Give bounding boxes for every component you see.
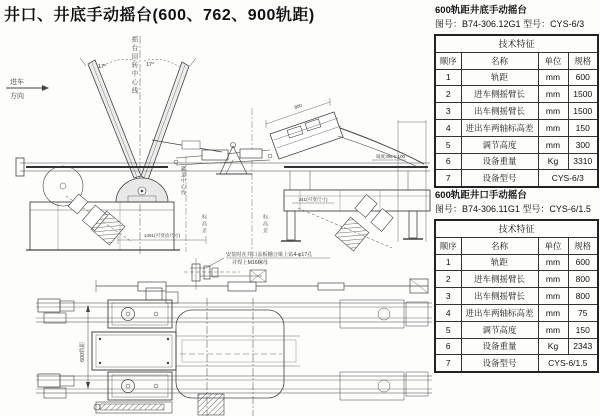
install-note-line1: 安装时在井口盖板棚合梁上钻4-φ17孔: [226, 252, 313, 258]
table-cell: 1500: [568, 86, 598, 103]
slope-label: 坡度3‰ 1:100: [376, 154, 406, 159]
table-row: [435, 69, 598, 86]
drawing-number: 图号：B74-306.12G1: [435, 19, 521, 29]
install-note-line2: 并焊上M16螺母: [232, 260, 269, 266]
table-cell: 150: [568, 321, 598, 338]
table-cell: 轨距: [461, 69, 538, 86]
elevation-view: [6, 36, 430, 258]
plan-view: [36, 250, 432, 416]
table-cell: mm: [538, 136, 568, 153]
table-row: [435, 86, 598, 103]
direction-label: 方向: [10, 93, 24, 100]
table-cell: 规格: [568, 237, 598, 254]
table-row: [435, 271, 598, 288]
table-cell: 设备型号: [461, 355, 538, 372]
table-cell: 进出车两轴标高差: [461, 304, 538, 321]
table-cell: mm: [538, 304, 568, 321]
centerline-label: 摇台回转中心线: [130, 36, 138, 96]
table-header-row: [435, 52, 598, 69]
table-caption-row: [435, 220, 598, 237]
angle-label-right: 17°: [146, 62, 155, 68]
table-cell: 6: [435, 338, 461, 355]
table-cell: mm: [538, 69, 568, 86]
spec-table: [434, 219, 599, 373]
table-cell: 调节高度: [461, 321, 538, 338]
table-cell: 800: [568, 271, 598, 288]
height-diff-label-left: 标高差: [201, 214, 207, 235]
table-cell: mm: [538, 103, 568, 120]
table-cell: 轨距: [461, 254, 538, 271]
table-row: [435, 119, 598, 136]
table-cell: 2: [435, 271, 461, 288]
table-cell: 5: [435, 321, 461, 338]
page-title: 井口、井底手动摇台(600、762、900轨距): [4, 7, 315, 24]
variable-dim-left: 1461(可变动尺寸): [143, 233, 181, 238]
table-cell: 7: [435, 170, 461, 187]
spec-table: [434, 34, 599, 188]
table-row: [435, 254, 598, 271]
table-cell: 2: [435, 86, 461, 103]
table-cell: 顺序: [435, 52, 461, 69]
panel-heading: 600轨距井口手动摇台: [435, 190, 527, 201]
drawing-number: 图号：B74-306.11G1: [435, 204, 520, 214]
table-cell: 7: [435, 355, 461, 372]
table-cell: 单位: [538, 237, 568, 254]
deck-dimension: 800: [293, 102, 303, 110]
table-cell: 名称: [461, 237, 538, 254]
table-cell: 技术特征: [435, 220, 598, 237]
table-cell: mm: [538, 288, 568, 305]
panel-heading: 600轨距井底手动摇台: [435, 5, 527, 16]
model-number: 型号：CYS-6/3: [523, 19, 585, 29]
spec-panel-top-type: [434, 187, 597, 373]
table-cell: 单位: [538, 52, 568, 69]
table-cell: 进出车两轴标高差: [461, 119, 538, 136]
upper-platform-frame: [108, 300, 172, 328]
table-cell: 4: [435, 119, 461, 136]
table-row: [435, 153, 598, 170]
angle-label-left: 17°: [98, 64, 107, 70]
table-row: [435, 321, 598, 338]
table-cell: Kg: [538, 153, 568, 170]
table-cell: 出车侧摇臂长: [461, 103, 538, 120]
table-cell: 75: [568, 304, 598, 321]
table-cell: 规格: [568, 52, 598, 69]
table-cell: 顺序: [435, 237, 461, 254]
rail-centerline-label: 罐道中心线: [180, 166, 186, 196]
table-cell: 3310: [568, 153, 598, 170]
table-row: [435, 288, 598, 305]
table-cell: 6: [435, 153, 461, 170]
table-cell: mm: [538, 271, 568, 288]
gauge-label: 600轨距: [80, 341, 86, 362]
table-cell: 3: [435, 103, 461, 120]
table-cell: 进车侧摇臂长: [461, 86, 538, 103]
table-row: [435, 170, 598, 187]
rocker-arm-right: [141, 62, 189, 180]
center-frame: [92, 332, 176, 370]
table-cell: mm: [538, 254, 568, 271]
table-row: [435, 136, 598, 153]
table-cell: CYS-6/1.5: [538, 355, 598, 372]
table-cell: Kg: [538, 338, 568, 355]
table-cell: 出车侧摇臂长: [461, 288, 538, 305]
table-cell: 800: [568, 288, 598, 305]
table-cell: 1: [435, 69, 461, 86]
table-caption-row: [435, 35, 598, 52]
table-cell: CYS-6/3: [538, 170, 598, 187]
table-cell: 技术特征: [435, 35, 598, 52]
table-cell: 4: [435, 304, 461, 321]
table-row: [435, 355, 598, 372]
height-diff-label-right: 标高差: [262, 214, 268, 235]
table-row: [435, 304, 598, 321]
table-cell: 300: [568, 136, 598, 153]
model-number: 型号：CYS-6/1.5: [522, 204, 591, 214]
table-cell: 1500: [568, 103, 598, 120]
table-cell: 150: [568, 119, 598, 136]
variable-dim-right: 341(可变尺寸): [298, 197, 328, 202]
table-header-row: [435, 237, 598, 254]
spec-panel-bottom-type: [434, 2, 597, 188]
table-cell: 3: [435, 288, 461, 305]
table-cell: 设备型号: [461, 170, 538, 187]
direction-label: 进车: [10, 79, 24, 86]
table-cell: 设备重量: [461, 338, 538, 355]
table-cell: 5: [435, 136, 461, 153]
table-cell: mm: [538, 321, 568, 338]
table-cell: 600: [568, 69, 598, 86]
table-cell: 设备重量: [461, 153, 538, 170]
table-cell: mm: [538, 119, 568, 136]
table-cell: 1: [435, 254, 461, 271]
table-cell: 2343: [568, 338, 598, 355]
table-row: [435, 103, 598, 120]
table-cell: 600: [568, 254, 598, 271]
table-cell: 进车侧摇臂长: [461, 271, 538, 288]
table-cell: 调节高度: [461, 136, 538, 153]
table-cell: mm: [538, 86, 568, 103]
table-cell: 名称: [461, 52, 538, 69]
table-row: [435, 338, 598, 355]
